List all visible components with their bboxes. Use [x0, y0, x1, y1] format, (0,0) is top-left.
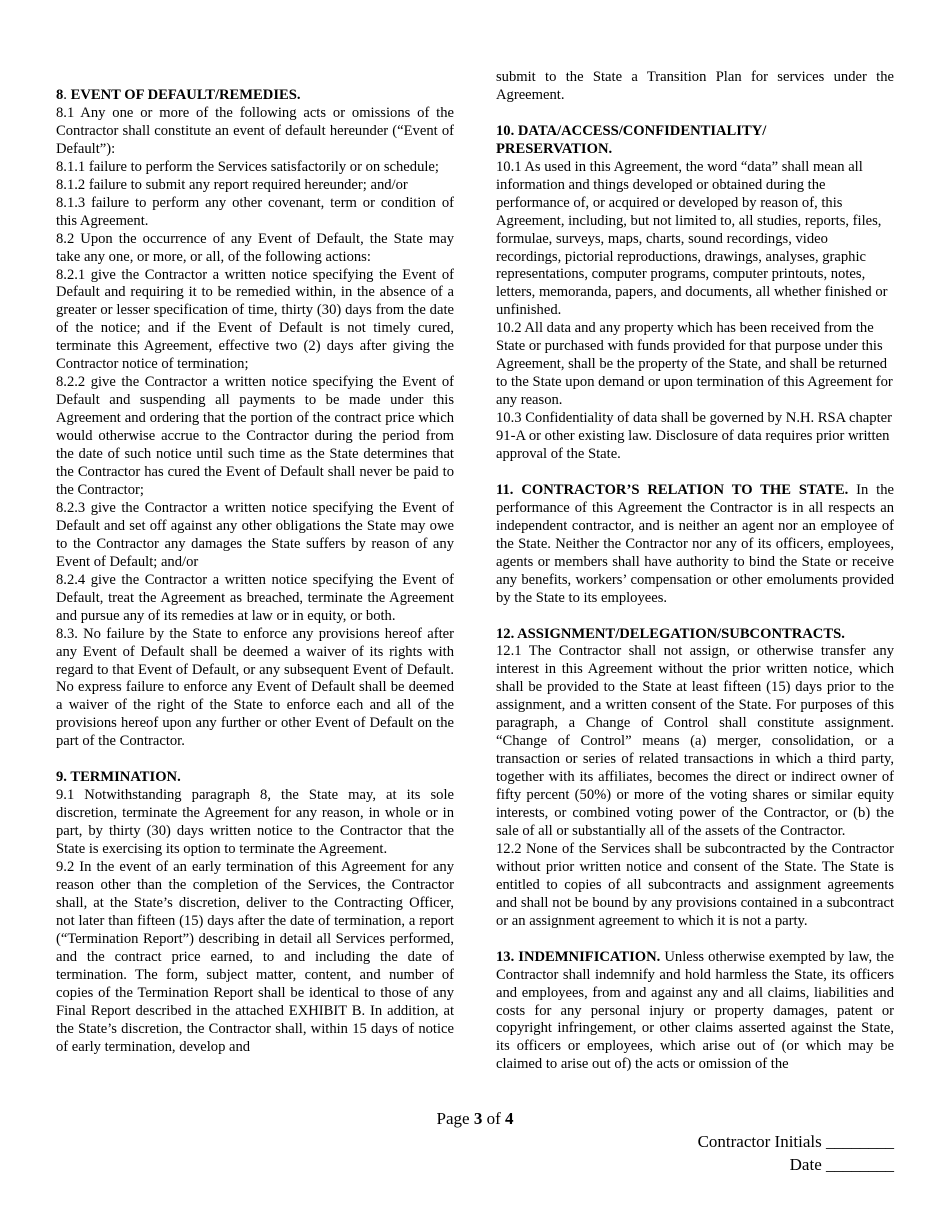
paragraph-9-2-continued: submit to the State a Transition Plan for services under the Agreement.	[496, 69, 894, 103]
page-number	[0, 1108, 950, 1130]
paragraph-9-1: 9.1 Notwithstanding paragraph 8, the State may, at its sole discretion, terminate the Agreement for any reason, in whole or in part, by thirty (30) days written notice to the Contractor that the State is exercising its option to terminate the Agreement.	[56, 787, 454, 858]
paragraph-8-2-3: 8.2.3 give the Contractor a written notice specifying the Event of Default and set off against any other obligations the State may owe to the Contractor any damages the State suffers by reason of any Event of Default; and/or	[56, 499, 454, 570]
paragraph-8-2-2: 8.2.2 give the Contractor a written notice specifying the Event of Default and suspending all payments to be made under this Agreement and ordering that the portion of the contract price which would otherwise accrue to the Contractor during the period from the date of such notice until such time as the State determines that the Contractor has cured the Event of Default shall never be paid to the Contractor;	[56, 374, 454, 498]
page-word: Page	[436, 1109, 474, 1128]
current-page: 3	[473, 1109, 483, 1128]
paragraph-10-3: 10.3 Confidentiality of data shall be governed by N.H. RSA chapter 91-A or other existing law. Disclosure of data requires prior written approval of the State.	[496, 410, 892, 462]
right-column	[496, 0, 894, 1074]
paragraph-8-1: 8.1 Any one or more of the following acts or omissions of the Contractor shall constitute an event of default hereunder (“Event of Default”):	[56, 104, 454, 157]
section-11-title: 11. CONTRACTOR’S RELATION TO THE STATE.	[496, 481, 849, 498]
section-13	[496, 949, 894, 1075]
paragraph-9-2: 9.2 In the event of an early termination of this Agreement for any reason other than the completion of the Services, the Contractor shall, at the State’s discretion, deliver to the Contracting Officer, not later than fifteen (15) days after the date of termination, a report (“Termination Report”) describing in detail all Services performed, and the contract price earned, to and including the date of termination. The form, subject matter, content, and number of copies of the Termination Report shall be identical to those of any Final Report described in the attached EXHIBIT B. In addition, at the State’s discretion, the Contractor shall, within 15 days of notice of early termination, develop and	[56, 858, 454, 1055]
section-10-title	[496, 123, 894, 159]
section-12-title: 12. ASSIGNMENT/DELEGATION/SUBCONTRACTS.	[496, 625, 845, 642]
paragraph-8-2-4: 8.2.4 give the Contractor a written notice specifying the Event of Default, treat the Agreement as breached, terminate the Agreement and pursue any of its remedies at law or in equity, or both.	[56, 571, 454, 624]
of-word: of	[482, 1109, 505, 1128]
section-13-title: 13. INDEMNIFICATION.	[496, 948, 661, 965]
section-8-dot: .	[63, 87, 67, 103]
paragraph-8-1-1: 8.1.1 failure to perform the Services satisfactorily or on schedule;	[56, 158, 439, 175]
left-column	[56, 0, 454, 1056]
paragraph-12-1: 12.1 The Contractor shall not assign, or otherwise transfer any interest in this Agreement without the prior written notice, which shall be provided to the State at least fifteen (15) days prior to the assignment, and a written consent of the State. For purposes of this paragraph, a Change of Control shall constitute assignment. “Change of Control” means (a) merger, consolidation, or a transaction or series of related transactions in which a third party, together with its affiliates, becomes the direct or indirect owner of fifty percent (50%) or more of the voting shares or similar equity interests, or combined voting power of the Contractor, or (b) the sale of all or substantially all of the assets of the Contractor.	[496, 643, 894, 839]
paragraph-10-1: 10.1 As used in this Agreement, the word “data” shall mean all information and things developed or obtained during the performance of, or acquired or developed by reason of, this Agreement, including, but not limited to, all studies, reports, files, formulae, surveys, maps, charts, sound recordings, video recordings, pictorial reproductions, drawings, analyses, graphic representations, computer programs, computer printouts, notes, letters, memoranda, papers, and documents, all whether finished or unfinished.	[496, 158, 888, 319]
paragraph-8-3: 8.3. No failure by the State to enforce any provisions hereof after any Event of Default shall be deemed a waiver of its rights with regard to that Event of Default, or any subsequent Event of Default. No express failure to enforce any Event of Default shall be deemed a waiver of the right of the State to enforce each and all of the provisions hereof upon any further or other Event of Default on the part of the Contractor.	[56, 625, 454, 750]
section-8-title: EVENT OF DEFAULT/REMEDIES.	[70, 87, 301, 103]
section-11	[496, 482, 894, 608]
contractor-initials-line: Contractor Initials ________	[697, 1132, 894, 1151]
paragraph-8-1-2: 8.1.2 failure to submit any report required hereunder; and/or	[56, 176, 408, 193]
paragraph-10-2: 10.2 All data and any property which has been received from the State or purchased with funds provided for that purpose under this Agreement, shall be the property of the State, and shall be returned to the State upon demand or upon termination of this Agreement for any reason.	[496, 320, 893, 409]
date-line: Date ________	[789, 1155, 894, 1174]
section-8-number: 8	[56, 87, 64, 103]
paragraph-12-2: 12.2 None of the Services shall be subcontracted by the Contractor without prior written notice and consent of the State. The State is entitled to copies of all subcontracts and assignment agreements and shall not be bound by any provisions contained in a subcontract or an assignment agreement to which it is not a party.	[496, 840, 894, 929]
total-pages: 4	[504, 1109, 514, 1128]
section-8-heading	[56, 87, 454, 105]
section-10-title-line-1: 10. DATA/ACCESS/CONFIDENTIALITY/	[496, 122, 767, 139]
section-10-title-line-2: PRESERVATION.	[496, 140, 613, 157]
paragraph-8-1-3: 8.1.3 failure to perform any other covenant, term or condition of this Agreement.	[56, 194, 454, 229]
paragraph-13: Unless otherwise exempted by law, the Contractor shall indemnify and hold harmless the State, its officers and employees, from and against any and all claims, liabilities and costs for any personal injury or property damages, patent or copyright infringement, or other claims asserted against the State, its officers or employees, which arise out of (or which may be claimed to arise out of) the acts or omission of the	[496, 948, 895, 1073]
section-9-title: 9. TERMINATION.	[56, 769, 181, 786]
paragraph-8-2: 8.2 Upon the occurrence of any Event of Default, the State may take any one, or more, or all, of the following actions:	[56, 230, 454, 265]
paragraph-8-2-1: 8.2.1 give the Contractor a written notice specifying the Event of Default and requiring it to be remedied within, in the absence of a greater or lesser specification of time, thirty (30) days from the date of the notice; and if the Event of Default is not timely cured, terminate this Agreement, effective two (2) days after giving the Contractor notice of termination;	[56, 266, 454, 373]
paragraph-11: In the performance of this Agreement the Contractor is in all respects an independent contractor, and is neither an agent nor an employee of the State. Neither the Contractor nor any of its officers, employees, agents or members shall have authority to bind the State or receive any benefits, workers’ compensation or other emoluments provided by the State to its employees.	[496, 481, 894, 606]
